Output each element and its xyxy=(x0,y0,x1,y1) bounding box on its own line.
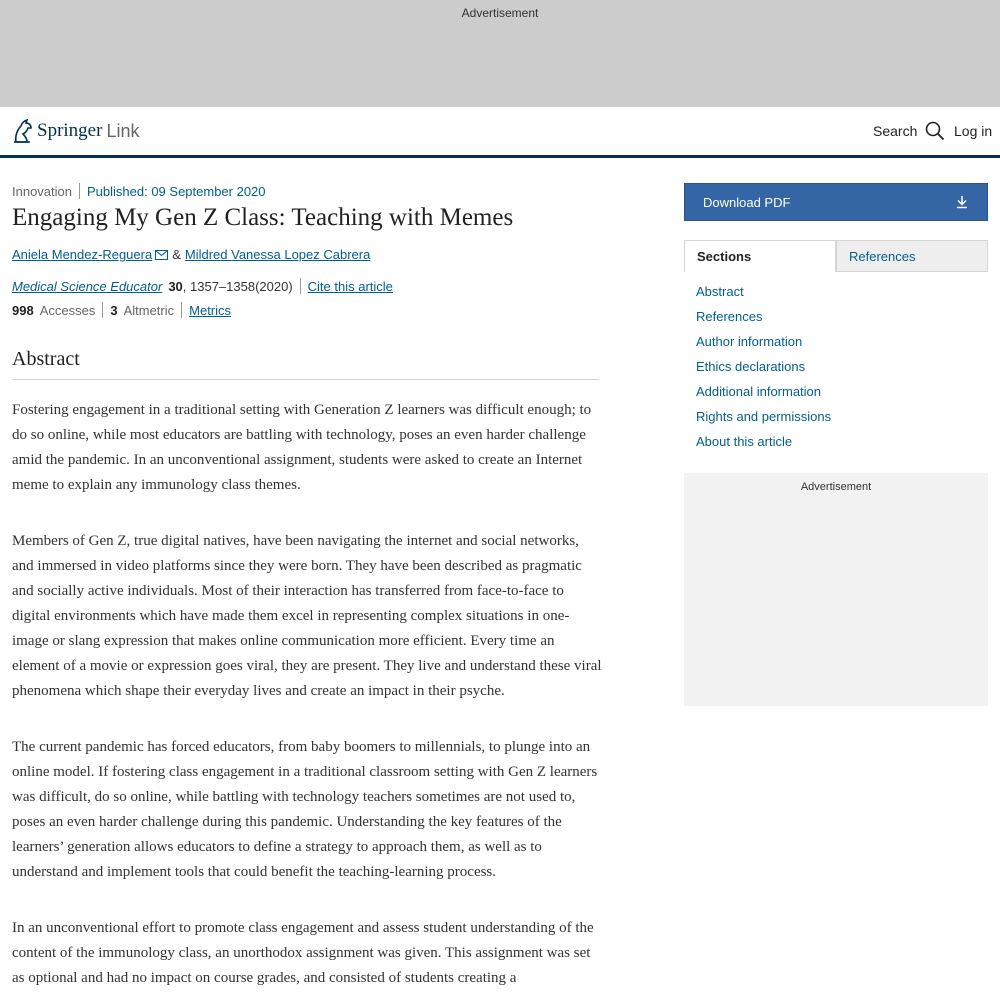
metrics-link[interactable]: Metrics xyxy=(189,302,232,318)
brand-suffix: Link xyxy=(106,120,140,141)
tab-sections[interactable]: Sections xyxy=(684,240,836,272)
altmetric-count: 3 xyxy=(110,302,118,318)
section-link-about-this-article[interactable]: About this article xyxy=(696,434,793,449)
search-label: Search xyxy=(873,123,918,139)
sidebar-tabs xyxy=(684,240,988,272)
citation-divider xyxy=(300,278,301,294)
section-link-additional-information[interactable]: Additional information xyxy=(696,384,822,399)
springer-link-logo[interactable] xyxy=(12,118,139,144)
sections-nav xyxy=(696,283,831,458)
download-pdf-button[interactable] xyxy=(684,183,988,221)
section-link-author-information[interactable]: Author information xyxy=(696,334,803,349)
altmetric-label: Altmetric xyxy=(123,302,175,318)
abstract-paragraph: Members of Gen Z, true digital natives, have been navigating the internet and social networks, and immersed in video platforms since they were born. They have been described as pragmatic and socially active individuals. Most of their interaction has transferred from face-to-face to digital environments which have made them excel in representing complex situations in one-image or slang expression that makes online communication more efficient. Every time an element of a movie or expression goes viral, they are present. They live and understand these viral phenomena which shape their everyday lives and create an impact in their psyche. xyxy=(12,533,602,699)
journal-volume: 30 xyxy=(168,278,183,294)
top-advertisement xyxy=(0,0,1000,107)
journal-pages: , 1357–1358(2020) xyxy=(182,278,293,294)
author-link-2[interactable]: Mildred Vanessa Lopez Cabrera xyxy=(184,247,371,262)
article-meta xyxy=(12,183,266,199)
download-icon xyxy=(955,195,969,209)
journal-link[interactable]: Medical Science Educator xyxy=(12,278,163,294)
header-divider xyxy=(0,155,1000,158)
metrics-divider xyxy=(181,302,182,318)
site-header xyxy=(0,107,1000,155)
section-link-rights-and-permissions[interactable]: Rights and permissions xyxy=(696,409,832,424)
search-button[interactable] xyxy=(873,121,945,141)
author-separator: & xyxy=(172,247,181,262)
advertisement-label: Advertisement xyxy=(461,6,539,20)
section-link-ethics-declarations[interactable]: Ethics declarations xyxy=(696,359,806,374)
article-title: Engaging My Gen Z Class: Teaching with Memes xyxy=(12,204,514,231)
accesses-label: Accesses xyxy=(39,302,96,318)
abstract-body xyxy=(12,398,602,1000)
section-link-references[interactable]: References xyxy=(696,309,763,324)
abstract-paragraph: Fostering engagement in a traditional setting with Generation Z learners was difficult enough; to do so online, while most educators are battling with technology, poses an even harder challenge amid the pandemic. In an unconventional assignment, students were asked to create an Internet meme to explain any immunology class themes. xyxy=(12,402,592,493)
download-pdf-label: Download PDF xyxy=(703,194,791,210)
metrics-row xyxy=(12,302,231,318)
metrics-divider xyxy=(102,302,103,318)
sidebar-advertisement xyxy=(684,473,988,706)
citation-row xyxy=(12,278,393,294)
abstract-heading: Abstract xyxy=(12,348,599,380)
author-link-1[interactable]: Aniela Mendez-Reguera xyxy=(12,247,153,262)
springer-horse-icon xyxy=(12,118,34,144)
section-link-abstract[interactable]: Abstract xyxy=(696,284,744,299)
abstract-paragraph: The current pandemic has forced educators, from baby boomers to millennials, to plunge into an online model. If fostering class engagement in a traditional classroom setting with Gen Z learners was difficult, do so online, while battling with technology teachers sometimes are not used to, poses an even harder challenge during this pandemic. Understanding the key features of the learners’ generation allows educators to define a strategy to approach them, as well as to understand and implement tools that could benefit the teaching-learning process. xyxy=(12,739,598,880)
accesses-count: 998 xyxy=(12,302,34,318)
tab-references[interactable]: References xyxy=(836,240,988,272)
advertisement-label: Advertisement xyxy=(800,481,872,493)
abstract-paragraph: In an unconventional effort to promote class engagement and assess student understanding of the content of the immunology class, an unorthodox assignment was given. This assignment was set as optional and had no impact on course grades, and consisted of students creating a xyxy=(12,920,594,986)
article-type: Innovation xyxy=(12,183,72,199)
meta-divider xyxy=(79,183,80,199)
published-date: Published: 09 September 2020 xyxy=(87,183,266,199)
cite-article-link[interactable]: Cite this article xyxy=(307,278,393,294)
email-icon[interactable] xyxy=(155,250,168,260)
search-icon xyxy=(925,121,945,141)
brand-name: Springer xyxy=(37,120,103,141)
login-link[interactable]: Log in xyxy=(954,123,993,139)
author-list xyxy=(12,247,370,262)
